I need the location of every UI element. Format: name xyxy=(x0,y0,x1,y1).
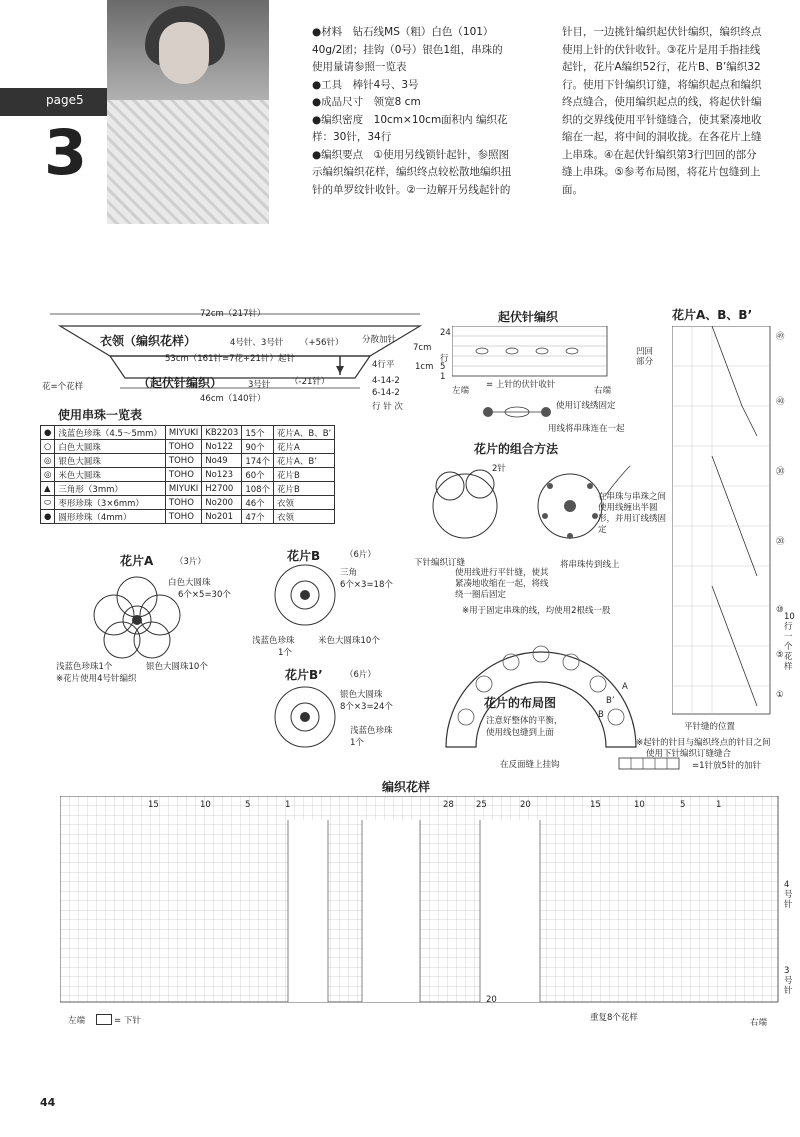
table-row: ◎ 银色大圆珠 TOHO No49 174个 花片A、B’ xyxy=(41,454,335,468)
motif-b2-title: 花片B’ xyxy=(285,668,323,682)
table-row: ◎ 米色大圆珠 TOHO No123 60个 花片B xyxy=(41,468,335,482)
motif-b-diagram xyxy=(270,560,340,630)
motif-b-title: 花片B xyxy=(287,549,321,563)
table-row: ⬭ 枣形珍珠（3×6mm） TOHO No200 46个 衣领 xyxy=(41,496,335,510)
motif-a-title: 花片A xyxy=(120,554,154,568)
motif-b2-diagram xyxy=(270,682,340,752)
collar-title: 衣领（编织花样） xyxy=(100,334,197,348)
table-row: ● 圆形珍珠（4mm） TOHO No201 47个 衣领 xyxy=(41,510,335,524)
combine-title: 花片的组合方法 xyxy=(474,442,559,456)
table-row: ○ 白色大圆珠 TOHO No122 90个 花片A xyxy=(41,440,335,454)
pattern-chart xyxy=(60,796,780,1004)
pattern-title: 编织花样 xyxy=(382,780,431,794)
table-row: ● 浅蓝色珍珠（4.5～5mm） MIYUKI KB2203 15个 花片A、B、B’ xyxy=(41,426,335,440)
model-photo xyxy=(107,0,269,224)
motif-chart xyxy=(672,326,772,716)
collar-width-top: 72cm（217针） xyxy=(200,309,266,319)
table-row: ▲ 三角形（3mm） MIYUKI H2700 108个 花片B xyxy=(41,482,335,496)
collar-band: （起伏针编织） xyxy=(138,376,223,390)
intro-right: 针目，一边挑针编织起伏针编织，编织终点 使用上针的伏针收针。③花片是用手指挂线 起针，花片A编织52行，花片B、B’编织32 行。使用下针编织订缝，将编织起点和编织 终点缝合，使用编织起点的线，将起伏针编 织的交界线使用平针缝缝合，使其紧凑地收 缩在一起，将中间的洞收拢。在各花片上缝 上串珠。④在起伏针编织第3行凹回的部分 缝上串珠。⑤参考布局图，将花片包缝到上 面。 xyxy=(562,26,762,196)
intro-left: ●材料 钻石线MS（粗）白色（101） 40g/2团；挂钩（0号）银色1组，串珠的 使用量请参照一览表 ●工具 棒针4号、3号 ●成品尺寸 领宽8 cm ●编织密度 10cm×10cm面积内 编织花 样：30针，34行 ●编织要点 ①使用另线锁针起针，参照图 示编织编织花样，编织终点较松散地编织扭 针的单罗纹针收针。②一边解开另线起针的 xyxy=(312,26,512,196)
layout-title: 花片的布局图 xyxy=(484,696,557,710)
bead-connect-diagram xyxy=(482,402,552,426)
bead-list-title: 使用串珠一览表 xyxy=(58,408,143,422)
right-chart-title: 花片A、B、B’ xyxy=(672,308,753,322)
garter-chart xyxy=(452,326,612,381)
page-tab: page5 xyxy=(0,88,107,116)
blank-cell-symbol xyxy=(96,1014,112,1025)
garter-title: 起伏针编织 xyxy=(498,310,559,324)
bead-table xyxy=(40,425,335,524)
page-number: 44 xyxy=(40,1096,56,1109)
pattern-number: 3 xyxy=(44,116,88,189)
left-end-label: 左端 xyxy=(68,1016,86,1026)
increase-symbol xyxy=(618,757,690,771)
